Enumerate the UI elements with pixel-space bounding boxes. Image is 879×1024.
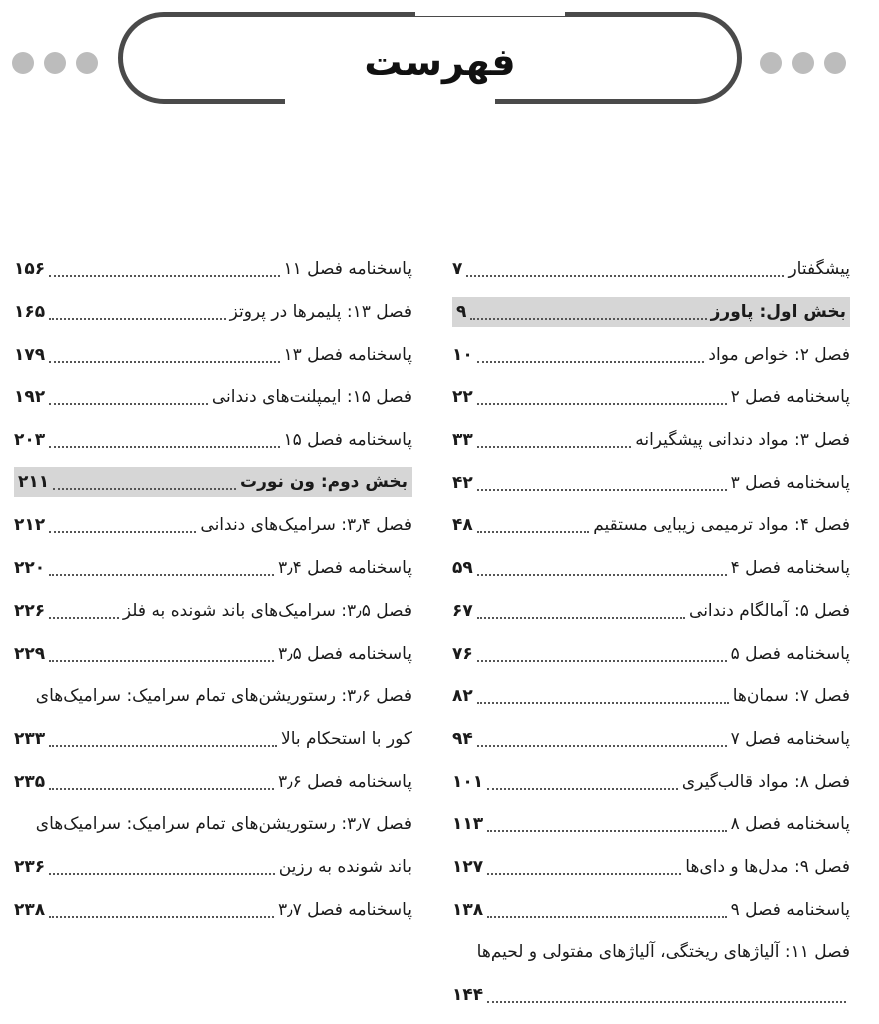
toc-entry[interactable]: [14, 888, 412, 931]
dot-leader: [49, 739, 277, 747]
toc-entry[interactable]: [452, 333, 850, 376]
toc-entry[interactable]: [452, 931, 850, 974]
toc-entry-title: فصل ۲: خواص مواد: [708, 344, 850, 365]
toc-entry[interactable]: [452, 675, 850, 718]
toc-entry-title: فصل ۳٫۷: رستوریشن‌های تمام سرامیک: سرامیک‌های: [35, 814, 412, 835]
toc-entry-title: فصل ۱۵: ایمپلنت‌های دندانی: [211, 387, 412, 408]
toc-page-number: ۲۳۳: [14, 728, 46, 749]
toc-entry[interactable]: [14, 846, 412, 889]
toc-entry-title: باند شونده به رزین: [278, 856, 412, 877]
toc-entry-title: پاسخنامه فصل ۵: [730, 643, 850, 664]
toc-entry[interactable]: [14, 718, 412, 761]
toc-page-number: ۲۱۲: [14, 515, 46, 536]
decorative-dots-left: [12, 52, 98, 74]
dot: [76, 52, 98, 74]
dot-leader: [487, 867, 681, 875]
toc-column-left: [14, 248, 412, 931]
dot: [792, 52, 814, 74]
dot-leader: [477, 397, 727, 405]
toc-entry[interactable]: [14, 376, 412, 419]
toc-page-number: ۲۳۵: [14, 771, 46, 792]
dot-leader: [49, 269, 279, 277]
dot: [824, 52, 846, 74]
toc-page-number: ۶۷: [452, 600, 473, 621]
toc-entry-title: فصل ۱۳: پلیمرها در پروتز: [229, 302, 412, 323]
toc-entry-title: پاسخنامه فصل ۲: [730, 387, 850, 408]
toc-entry-title: فصل ۹: مدل‌ها و دای‌ها: [685, 856, 850, 877]
toc-page-number: ۹۴: [452, 728, 473, 749]
dot-leader: [477, 483, 727, 491]
toc-page-number: ۱۵۶: [14, 259, 46, 280]
dot: [12, 52, 34, 74]
toc-entry[interactable]: [452, 461, 850, 504]
toc-page-number: ۱۰: [452, 344, 473, 365]
toc-entry-title: پاسخنامه فصل ۳: [730, 472, 850, 493]
toc-page-number: ۲۲۶: [14, 600, 46, 621]
toc-page-number: ۱۹۲: [14, 387, 46, 408]
dot-leader: [477, 611, 685, 619]
toc-entry-title: پاسخنامه فصل ۹: [730, 899, 850, 920]
toc-page-number: ۸۲: [452, 686, 473, 707]
toc-section-heading[interactable]: [452, 297, 850, 327]
toc-entry[interactable]: [14, 419, 412, 462]
toc-entry[interactable]: [452, 974, 850, 1017]
toc-entry-title: فصل ۱۱: آلیاژهای ریختگی، آلیاژهای مفتولی و لحیم‌ها: [476, 942, 850, 963]
toc-entry-title: فصل ۵: آمالگام دندانی: [689, 600, 850, 621]
toc-page-number: ۱۴۴: [452, 985, 484, 1006]
toc-page-number: ۲۰۳: [14, 430, 46, 451]
toc-entry-title: پاسخنامه فصل ۳٫۶: [277, 771, 412, 792]
toc-entry[interactable]: [452, 248, 850, 291]
dot-leader: [487, 824, 727, 832]
dot-leader: [466, 269, 784, 277]
toc-page-number: ۲۳۶: [14, 856, 46, 877]
toc-entry-title: فصل ۳٫۴: سرامیک‌های دندانی: [200, 515, 412, 536]
dot-leader: [477, 739, 727, 747]
dot-leader: [49, 355, 279, 363]
toc-entry-title: پاسخنامه فصل ۱۵: [283, 430, 412, 451]
toc-entry[interactable]: [452, 504, 850, 547]
toc-page-number: ۵۹: [452, 558, 473, 579]
toc-entry-title: بخش دوم: ون نورت: [240, 472, 408, 493]
toc-page-number: ۱۶۵: [14, 302, 46, 323]
toc-entry-title: بخش اول: پاورز: [710, 301, 846, 322]
toc-entry[interactable]: [452, 376, 850, 419]
dot-leader: [49, 910, 274, 918]
dot-leader: [477, 525, 589, 533]
toc-entry-title: پاسخنامه فصل ۳٫۵: [277, 643, 412, 664]
toc-entry[interactable]: [452, 803, 850, 846]
toc-entry[interactable]: [14, 547, 412, 590]
toc-column-right: [452, 248, 850, 1016]
toc-entry[interactable]: [14, 760, 412, 803]
toc-entry[interactable]: [14, 675, 412, 718]
toc-entry[interactable]: [14, 803, 412, 846]
dot-leader: [477, 654, 727, 662]
toc-entry-title: فصل ۷: سمان‌ها: [732, 686, 850, 707]
toc-entry[interactable]: [452, 419, 850, 462]
dot: [44, 52, 66, 74]
dot-leader: [49, 397, 208, 405]
dot-leader: [477, 568, 727, 576]
toc-page-number: ۴۲: [452, 472, 473, 493]
toc-entry[interactable]: [14, 632, 412, 675]
dot-leader: [53, 482, 236, 490]
toc-page-number: ۳۳: [452, 430, 473, 451]
toc-page-number: ۱۲۷: [452, 856, 484, 877]
toc-page-number: ۴۸: [452, 515, 473, 536]
toc-page-number: ۷۶: [452, 643, 473, 664]
dot-leader: [49, 568, 274, 576]
toc-entry[interactable]: [452, 888, 850, 931]
dot-leader: [49, 312, 225, 320]
toc-entry[interactable]: [14, 590, 412, 633]
decorative-dots-right: [760, 52, 846, 74]
toc-entry[interactable]: [14, 333, 412, 376]
toc-entry-title: کور با استحکام بالا: [281, 728, 412, 749]
toc-page-number: ۲۲۰: [14, 558, 46, 579]
toc-entry-title: پیشگفتار: [788, 259, 850, 280]
dot: [760, 52, 782, 74]
toc-entry[interactable]: [14, 504, 412, 547]
toc-section-heading[interactable]: [14, 467, 412, 497]
toc-entry[interactable]: [452, 632, 850, 675]
toc-page-number: ۲۲: [452, 387, 473, 408]
frame-gap-bottom: [285, 98, 495, 106]
toc-page-number: ۱۷۹: [14, 344, 46, 365]
frame-gap-top: [415, 8, 565, 16]
toc-entry[interactable]: [452, 846, 850, 889]
dot-leader: [470, 312, 706, 320]
toc-entry-title: فصل ۳٫۶: رستوریشن‌های تمام سرامیک: سرامیک‌های: [35, 686, 412, 707]
toc-entry[interactable]: [452, 718, 850, 761]
toc-entry-title: پاسخنامه فصل ۷: [730, 728, 850, 749]
toc-entry-title: پاسخنامه فصل ۱۱: [283, 259, 412, 280]
toc-page-number: ۱۱۳: [452, 814, 484, 835]
toc-entry-title: پاسخنامه فصل ۳٫۴: [277, 558, 412, 579]
toc-page-number: ۲۲۹: [14, 643, 46, 664]
toc-entry[interactable]: [14, 291, 412, 334]
dot-leader: [49, 525, 196, 533]
dot-leader: [49, 611, 119, 619]
toc-entry-title: فصل ۸: مواد قالب‌گیری: [681, 771, 850, 792]
dot-leader: [49, 782, 274, 790]
dot-leader: [477, 696, 729, 704]
dot-leader: [487, 910, 727, 918]
toc-entry-title: پاسخنامه فصل ۸: [730, 814, 850, 835]
toc-page-number: ۲۳۸: [14, 899, 46, 920]
dot-leader: [49, 654, 274, 662]
dot-leader: [477, 440, 631, 448]
dot-leader: [49, 867, 275, 875]
toc-entry[interactable]: [14, 248, 412, 291]
toc-entry-title: فصل ۴: مواد ترمیمی زیبایی مستقیم: [593, 515, 850, 536]
dot-leader: [487, 782, 678, 790]
toc-entry[interactable]: [452, 547, 850, 590]
toc-page-number: ۲۱۱: [18, 472, 50, 493]
toc-page-number: ۷: [452, 259, 463, 280]
toc-page-number: ۱۰۱: [452, 771, 484, 792]
toc-entry-title: پاسخنامه فصل ۱۳: [283, 344, 412, 365]
toc-entry-title: پاسخنامه فصل ۳٫۷: [277, 899, 412, 920]
dot-leader: [477, 355, 705, 363]
dot-leader: [487, 995, 846, 1003]
toc-entry[interactable]: [452, 760, 850, 803]
page-title: فهرست: [364, 40, 516, 84]
toc-entry-title: فصل ۳٫۵: سرامیک‌های باند شونده به فلز: [122, 600, 412, 621]
toc-entry-title: پاسخنامه فصل ۴: [730, 558, 850, 579]
dot-leader: [49, 440, 279, 448]
toc-page-number: ۱۳۸: [452, 899, 484, 920]
toc-entry-title: فصل ۳: مواد دندانی پیشگیرانه: [635, 430, 850, 451]
toc-page-number: ۹: [456, 301, 467, 322]
toc-entry[interactable]: [452, 590, 850, 633]
